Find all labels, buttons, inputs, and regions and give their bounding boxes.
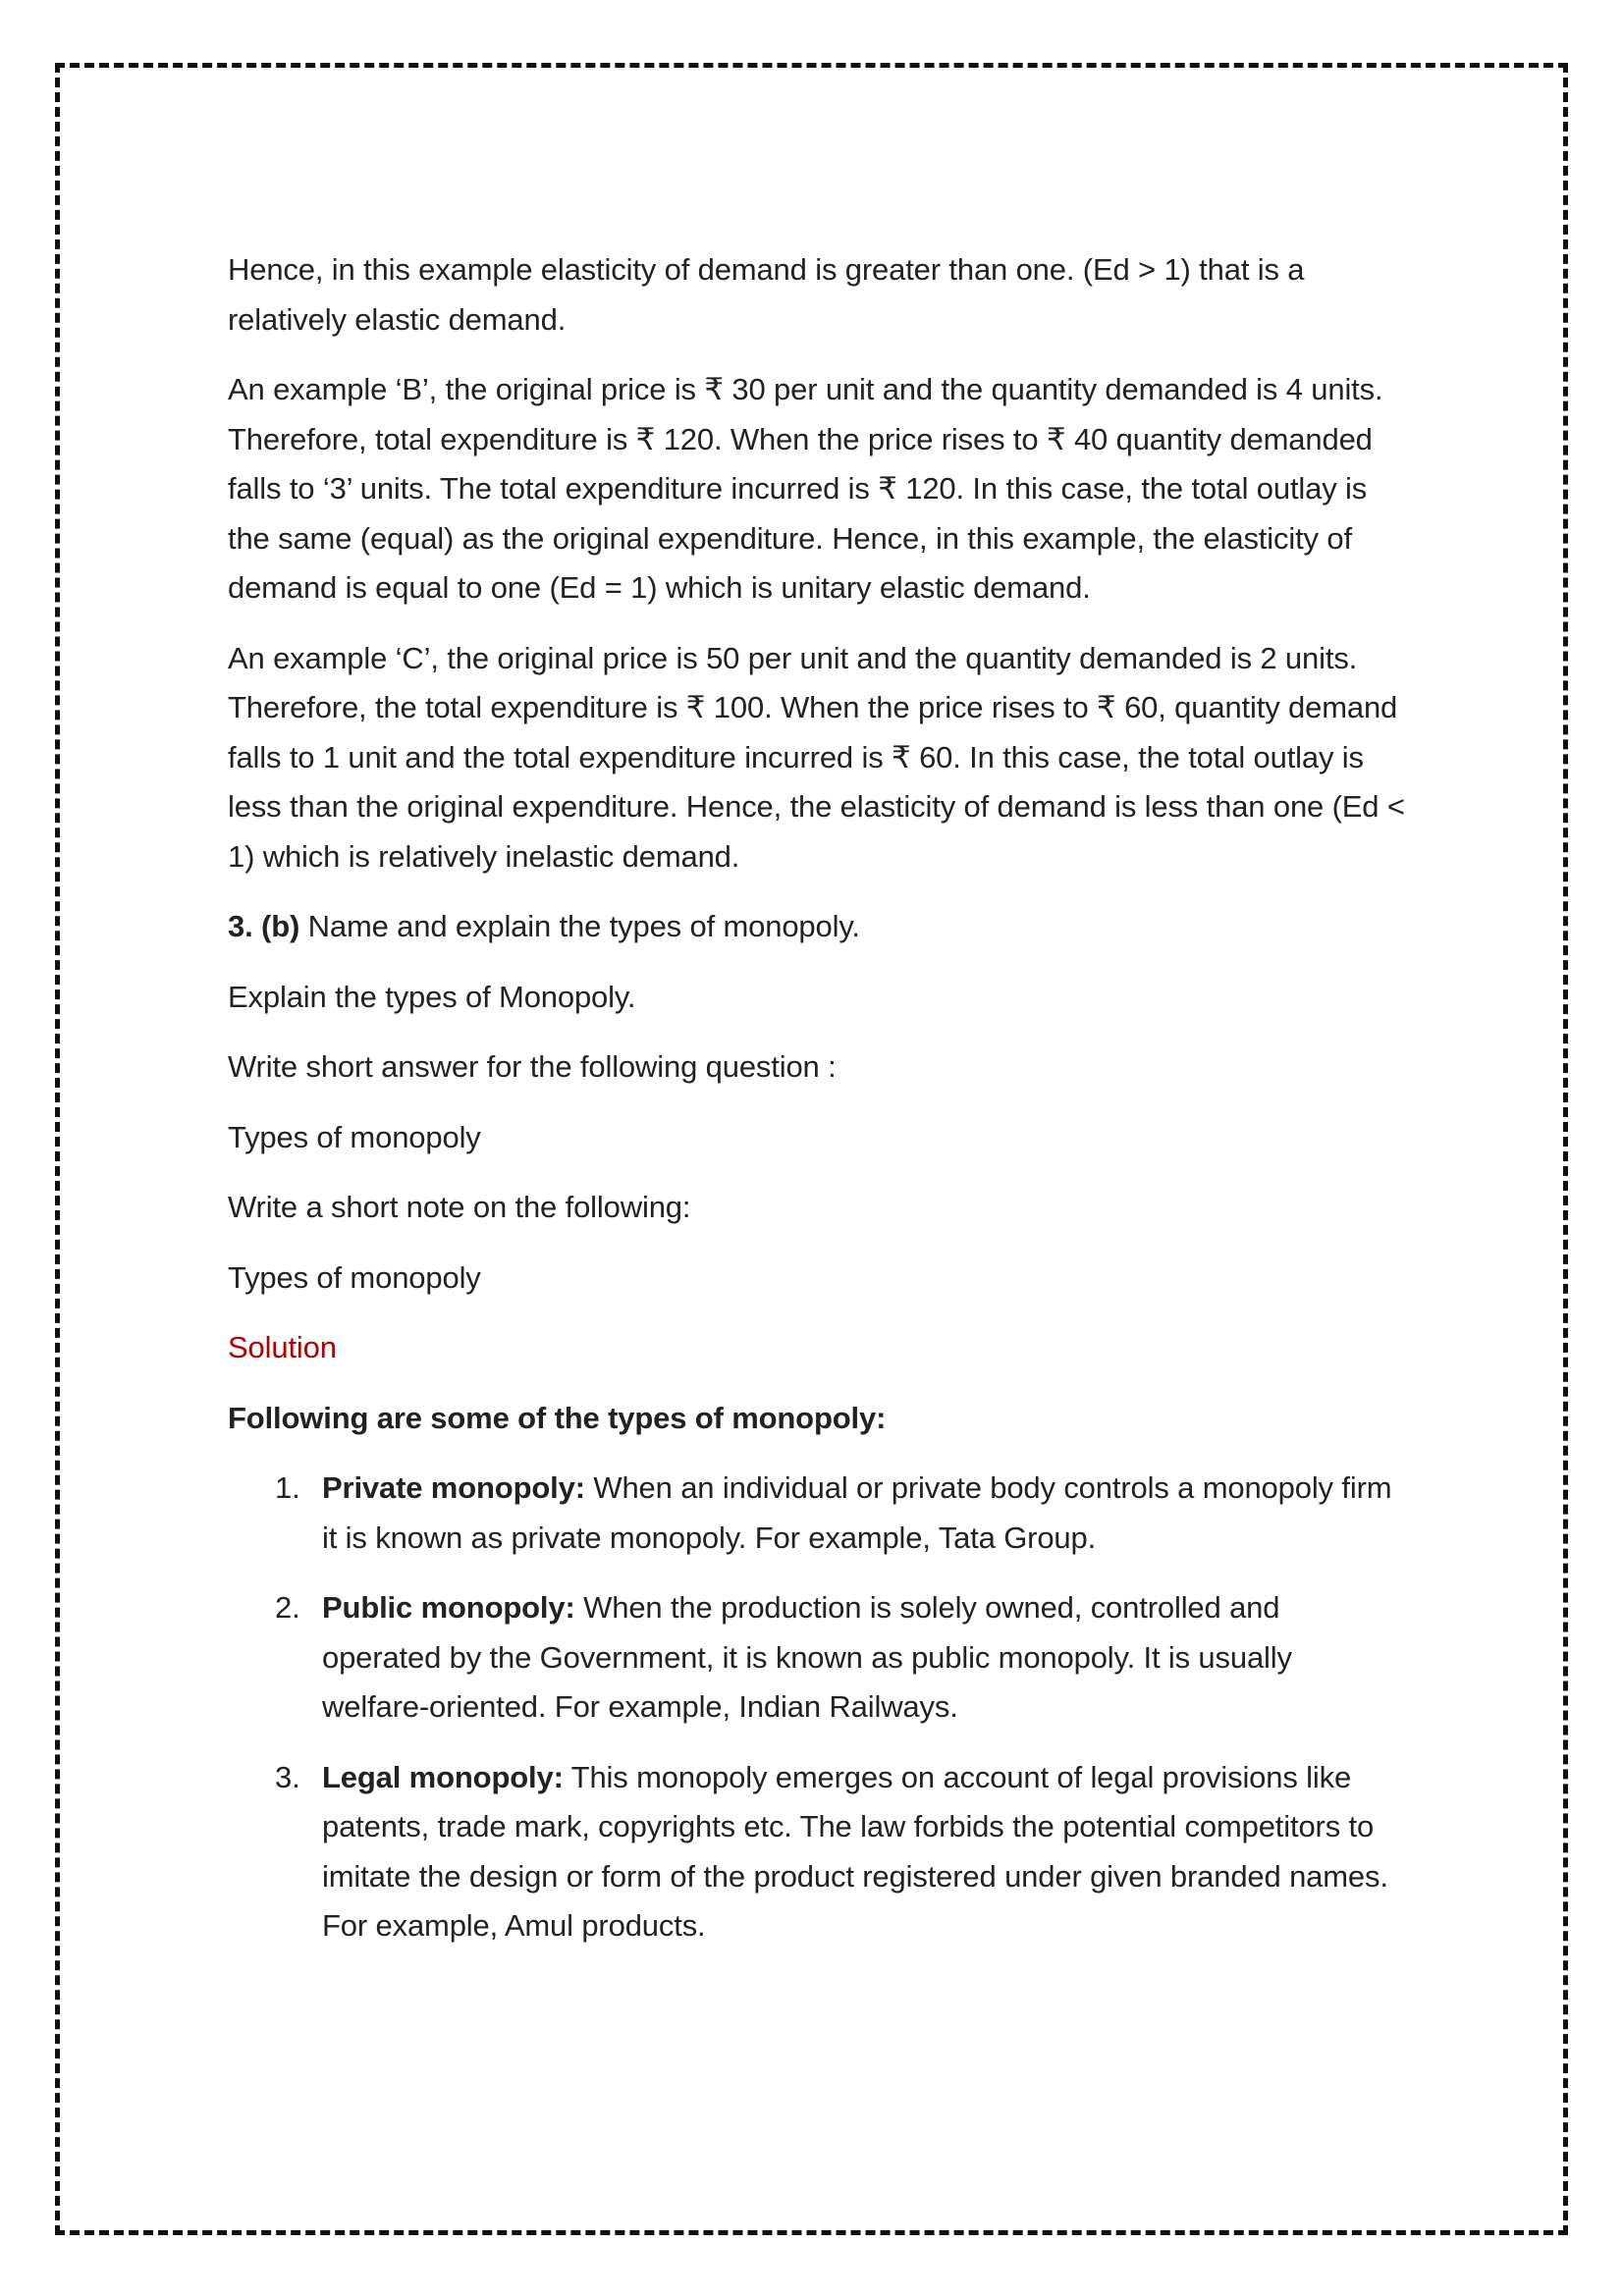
solution-intro: Following are some of the types of monopoly: — [228, 1400, 887, 1435]
list-item-term: Public monopoly: — [322, 1590, 575, 1625]
list-item — [228, 1753, 1406, 1951]
list-item-number: 3. — [275, 1759, 300, 1794]
alt-question-5: Types of monopoly — [228, 1259, 481, 1295]
monopoly-types-list — [228, 1464, 1406, 1951]
question-heading — [228, 902, 1406, 952]
question-text: Name and explain the types of monopoly. — [299, 909, 860, 943]
list-item-number: 1. — [275, 1470, 300, 1505]
paragraph-example-c: An example ‘C’, the original price is 50 per unit and the quantity demanded is 2 units. Therefore, the total expenditure is ₹ 100. When the price rises to ₹ 60, quantity demand falls to 1 unit and the total expenditure incurred is ₹ 60. In this case, the total outlay is less than the original expenditure. Hence, the elasticity of demand is less than one (Ed < 1) which is relatively inelastic demand. — [228, 640, 1405, 874]
alt-question-2: Write short answer for the following question : — [228, 1049, 837, 1084]
alt-question-4: Write a short note on the following: — [228, 1190, 691, 1224]
list-item-number: 2. — [275, 1590, 300, 1625]
list-item-term: Private monopoly: — [322, 1470, 585, 1505]
list-item-text: When an individual or private body controls a monopoly firm it is known as private monopoly. For example, Tata Group. — [322, 1470, 1392, 1555]
alt-question-3: Types of monopoly — [228, 1119, 481, 1154]
solution-label: Solution — [228, 1330, 337, 1364]
alt-question-1: Explain the types of Monopoly. — [228, 979, 636, 1014]
list-item — [228, 1583, 1406, 1733]
list-item — [228, 1464, 1406, 1563]
paragraph-elastic-demand: Hence, in this example elasticity of demand is greater than one. (Ed > 1) that is a relatively elastic demand. — [228, 252, 1305, 337]
list-item-text: When the production is solely owned, controlled and operated by the Government, it is known as public monopoly. It is usually welfare-oriented. For example, Indian Railways. — [322, 1590, 1292, 1724]
document-body — [228, 245, 1406, 1972]
list-item-term: Legal monopoly: — [322, 1759, 564, 1794]
question-number: 3. (b) — [228, 909, 300, 943]
paragraph-example-b: An example ‘B’, the original price is ₹ 30 per unit and the quantity demanded is 4 units. Therefore, total expenditure is ₹ 120. When the price rises to ₹ 40 quantity demanded falls to ‘3’ units. The total expenditure incurred is ₹ 120. In this case, the total outlay is the same (equal) as the original expenditure. Hence, in this example, the elasticity of demand is equal to one (Ed = 1) which is unitary elastic demand. — [228, 372, 1383, 605]
list-item-text: This monopoly emerges on account of legal provisions like patents, trade mark, copyrights etc. The law forbids the potential competitors to imitate the design or form of the product registered under given branded names. For example, Amul products. — [322, 1759, 1388, 1943]
